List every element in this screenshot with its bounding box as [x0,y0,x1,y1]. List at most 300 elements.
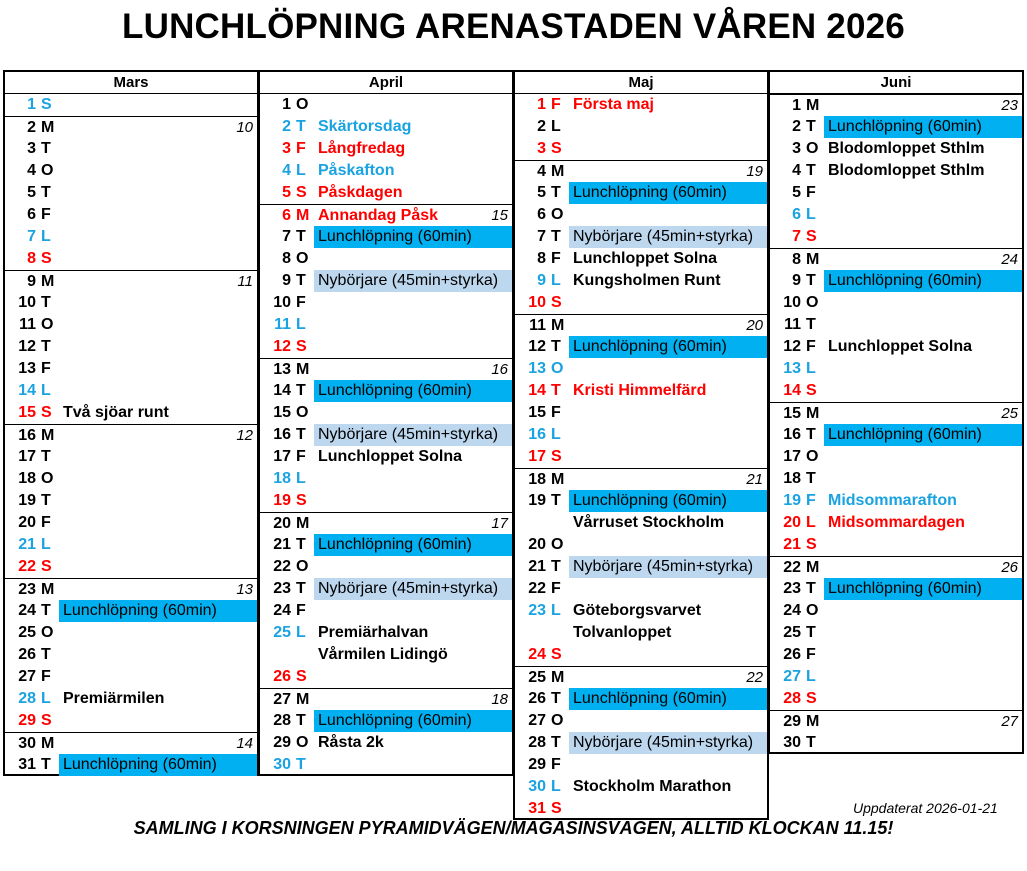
day-row [515,776,767,798]
weekday-letter: O [296,250,309,267]
weekday-letter: T [806,162,816,179]
day-row [770,226,1022,248]
day-number: 24 [273,602,291,619]
day-number: 15 [783,405,801,422]
day-row [5,160,257,182]
day-row [515,138,767,160]
day-number: 13 [783,360,801,377]
day-number: 18 [273,470,291,487]
day-row [260,292,512,314]
day-number: 20 [783,514,801,531]
weekday-letter: O [296,404,309,421]
event-lunchlopning: Lunchlöpning (60min) [314,710,512,732]
day-row [260,600,512,622]
event-nyborjare: Nybörjare (45min+styrka) [314,424,512,446]
day-number: 28 [783,690,801,707]
weekday-letter: T [551,558,561,575]
day-row [770,380,1022,402]
day-row [515,402,767,424]
day-number: 16 [528,426,546,443]
day-row [260,622,512,644]
day-number: 12 [528,338,546,355]
event-label: Midsommarafton [828,492,957,509]
day-row [5,468,257,490]
day-number: 15 [528,404,546,421]
weekday-letter: T [41,448,51,465]
day-row [515,732,767,754]
day-number: 5 [537,184,546,201]
event-label: Lunchloppet Solna [573,250,717,267]
day-number: 19 [18,492,36,509]
day-row [5,556,257,578]
weekday-letter: T [296,536,306,553]
day-number: 31 [528,800,546,817]
day-row [260,732,512,754]
weekday-letter: T [806,118,816,135]
day-number: 11 [529,317,546,334]
day-row [770,600,1022,622]
day-row [770,666,1022,688]
day-number: 16 [273,426,291,443]
day-row [770,248,1022,270]
day-number: 20 [273,515,291,532]
day-number: 5 [27,184,36,201]
event-lunchlopning: Lunchlöpning (60min) [59,754,257,776]
weekday-letter: O [551,712,564,729]
day-row [770,468,1022,490]
day-number: 14 [528,382,546,399]
week-number: 11 [237,273,253,290]
weekday-letter: F [806,184,816,201]
day-row [515,666,767,688]
day-number: 2 [27,119,36,136]
day-row [515,116,767,138]
day-number: 3 [27,140,36,157]
day-row [515,556,767,578]
weekday-letter: T [41,492,51,509]
weekday-letter: S [551,294,562,311]
event-label: Stockholm Marathon [573,778,732,795]
day-row [515,226,767,248]
week-number: 19 [746,163,763,180]
weekday-letter: L [296,162,306,179]
day-number: 17 [18,448,36,465]
day-number: 9 [792,272,801,289]
weekday-letter: O [551,206,564,223]
day-row [770,270,1022,292]
day-number: 6 [282,207,291,224]
day-row [260,578,512,600]
day-row [260,710,512,732]
day-number: 27 [528,712,546,729]
weekday-letter: F [551,404,561,421]
day-number: 14 [18,382,36,399]
day-number: 23 [273,580,291,597]
weekday-letter: L [551,602,561,619]
weekday-letter: S [41,558,52,575]
day-row [5,666,257,688]
day-row [770,292,1022,314]
day-row [260,138,512,160]
weekday-letter: S [41,250,52,267]
day-row [5,402,257,424]
weekday-letter: T [551,228,561,245]
weekday-letter: T [296,118,306,135]
weekday-letter: L [296,316,306,333]
weekday-letter: S [806,382,817,399]
event-lunchlopning: Lunchlöpning (60min) [569,182,767,204]
weekday-letter: S [806,228,817,245]
day-row [5,446,257,468]
day-number: 21 [273,536,291,553]
weekday-letter: O [551,360,564,377]
event-label: Råsta 2k [318,734,384,751]
day-number: 3 [792,140,801,157]
day-number: 8 [27,250,36,267]
weekday-letter: T [296,426,306,443]
event-lunchlopning: Lunchlöpning (60min) [569,490,767,512]
weekday-letter: S [296,184,307,201]
event-label: Vårruset Stockholm [573,514,725,531]
day-number: 19 [783,492,801,509]
weekday-letter: T [41,602,51,619]
day-number: 20 [528,536,546,553]
day-number: 8 [282,250,291,267]
weekday-letter: M [296,515,310,532]
event-nyborjare: Nybörjare (45min+styrka) [314,578,512,600]
week-number: 21 [746,471,763,488]
week-number: 25 [1001,405,1018,422]
weekday-letter: S [41,712,52,729]
day-row [5,94,257,116]
day-number: 10 [18,294,36,311]
day-number: 12 [18,338,36,355]
day-row [5,424,257,446]
day-row [515,468,767,490]
day-row [770,182,1022,204]
weekday-letter: S [41,96,52,113]
footer-note: SAMLING I KORSNINGEN PYRAMIDVÄGEN/MAGASINSVÄGEN, ALLTID KLOCKAN 11.15! [133,818,894,838]
day-row [770,556,1022,578]
day-number: 3 [282,140,291,157]
weekday-letter: F [296,448,306,465]
day-row [260,754,512,776]
week-number: 23 [1001,97,1018,114]
day-row [770,688,1022,710]
day-row [5,138,257,160]
week-number: 24 [1001,251,1018,268]
event-label: Skärtorsdag [318,118,412,135]
day-number: 27 [783,668,801,685]
weekday-letter: T [296,580,306,597]
weekday-letter: O [41,470,54,487]
weekday-letter: F [551,580,561,597]
weekday-letter: T [551,492,561,509]
event-label: Blodomloppet Sthlm [828,140,985,157]
week-number: 14 [236,735,253,752]
day-number: 10 [783,294,801,311]
day-number: 16 [18,427,36,444]
day-number: 24 [528,646,546,663]
day-row [770,94,1022,116]
day-row [515,160,767,182]
event-label: Premiärmilen [63,690,165,707]
weekday-letter: T [551,338,561,355]
day-row [260,424,512,446]
weekday-letter: T [41,294,51,311]
day-number: 2 [282,118,291,135]
weekday-letter: S [296,668,307,685]
day-number: 5 [282,184,291,201]
day-row [770,446,1022,468]
day-row [515,380,767,402]
weekday-letter: S [551,448,562,465]
day-row [260,468,512,490]
day-number: 20 [18,514,36,531]
weekday-letter: O [296,734,309,751]
day-number: 12 [273,338,291,355]
event-lunchlopning: Lunchlöpning (60min) [824,424,1022,446]
day-number: 18 [18,470,36,487]
day-row [770,644,1022,666]
weekday-letter: S [296,338,307,355]
weekday-letter: L [806,668,816,685]
day-number: 18 [783,470,801,487]
day-row [5,754,257,776]
day-row [515,248,767,270]
weekday-letter: T [806,426,816,443]
day-row [515,94,767,116]
weekday-letter: L [551,118,561,135]
weekday-letter: T [296,272,306,289]
weekday-letter: L [41,536,51,553]
weekday-letter: F [806,492,816,509]
day-number: 4 [282,162,291,179]
weekday-letter: O [41,624,54,641]
day-row [5,204,257,226]
event-nyborjare: Nybörjare (45min+styrka) [569,226,767,248]
day-row [515,314,767,336]
day-row [260,380,512,402]
event-lunchlopning: Lunchlöpning (60min) [314,534,512,556]
month-header: April [260,72,512,94]
event-lunchlopning: Lunchlöpning (60min) [569,688,767,710]
day-number: 5 [792,184,801,201]
day-row [770,534,1022,556]
day-number: 29 [273,734,291,751]
event-label: Vårmilen Lidingö [318,646,448,663]
day-number: 14 [783,382,801,399]
weekday-letter: F [296,140,306,157]
day-row [515,182,767,204]
event-lunchlopning: Lunchlöpning (60min) [314,380,512,402]
weekday-letter: T [41,756,51,773]
event-label: Två sjöar runt [63,404,169,421]
event-label: Kristi Himmelfärd [573,382,707,399]
day-number: 8 [792,251,801,268]
weekday-letter: T [806,624,816,641]
day-number: 1 [27,96,36,113]
day-number: 25 [273,624,291,641]
day-row [260,226,512,248]
day-row [515,490,767,512]
day-number: 2 [537,118,546,135]
day-number: 12 [783,338,801,355]
day-number: 17 [783,448,801,465]
week-number: 22 [746,669,763,686]
day-number: 17 [273,448,291,465]
day-row [260,116,512,138]
day-row [515,578,767,600]
day-row [770,622,1022,644]
day-number: 19 [528,492,546,509]
day-row [5,600,257,622]
event-nyborjare: Nybörjare (45min+styrka) [569,732,767,754]
day-number: 26 [273,668,291,685]
day-row [260,446,512,468]
weekday-letter: M [806,97,820,114]
day-row [260,182,512,204]
day-number: 31 [18,756,36,773]
day-number: 22 [18,558,36,575]
weekday-letter: T [806,316,816,333]
weekday-letter: T [806,580,816,597]
weekday-letter: M [296,207,310,224]
weekday-letter: L [551,426,561,443]
day-number: 29 [783,713,801,730]
day-row [770,402,1022,424]
day-row [5,578,257,600]
weekday-letter: M [551,317,565,334]
event-label: Lunchloppet Solna [318,448,462,465]
weekday-letter: T [806,272,816,289]
event-lunchlopning: Lunchlöpning (60min) [314,226,512,248]
day-row [515,600,767,622]
event-nyborjare: Nybörjare (45min+styrka) [569,556,767,578]
day-row [5,512,257,534]
day-number: 7 [792,228,801,245]
day-number: 14 [273,382,291,399]
day-number: 25 [528,669,546,686]
day-row [515,710,767,732]
weekday-letter: T [551,734,561,751]
day-row [770,358,1022,380]
week-number: 18 [491,691,508,708]
week-number: 12 [236,427,253,444]
updated-date: Uppdaterat 2026-01-21 [853,800,998,816]
day-number: 15 [18,404,36,421]
weekday-letter: M [551,669,565,686]
day-number: 4 [27,162,36,179]
weekday-letter: M [41,273,55,290]
day-number: 7 [282,228,291,245]
event-lunchlopning: Lunchlöpning (60min) [824,270,1022,292]
day-number: 30 [783,734,801,751]
day-row [770,314,1022,336]
day-row [5,182,257,204]
weekday-letter: T [296,228,306,245]
weekday-letter: T [41,646,51,663]
weekday-letter: M [551,163,565,180]
day-number: 24 [783,602,801,619]
weekday-letter: S [296,492,307,509]
event-label: Lunchloppet Solna [828,338,972,355]
weekday-letter: F [41,360,51,377]
weekday-letter: L [41,690,51,707]
weekday-letter: L [806,206,816,223]
weekday-letter: F [296,294,306,311]
day-number: 3 [537,140,546,157]
event-label: Kungsholmen Runt [573,272,721,289]
day-number: 22 [528,580,546,597]
day-row [770,578,1022,600]
day-row [515,424,767,446]
day-number: 30 [273,756,291,773]
weekday-letter: M [41,119,55,136]
day-number: 15 [273,404,291,421]
weekday-letter: T [551,382,561,399]
weekday-letter: O [41,316,54,333]
day-row [515,358,767,380]
day-row [260,512,512,534]
day-row [260,204,512,226]
day-number: 28 [18,690,36,707]
day-row [515,270,767,292]
day-number: 1 [282,96,291,113]
day-number: 28 [528,734,546,751]
day-row [515,534,767,556]
weekday-letter: F [806,646,816,663]
day-number: 29 [528,756,546,773]
week-number: 15 [491,207,508,224]
event-lunchlopning: Lunchlöpning (60min) [569,336,767,358]
day-row [260,270,512,292]
day-number: 6 [792,206,801,223]
day-row [260,644,512,666]
day-row [5,644,257,666]
day-row [5,688,257,710]
weekday-letter: L [296,624,306,641]
weekday-letter: F [41,514,51,531]
day-number: 8 [537,250,546,267]
day-number: 23 [783,580,801,597]
day-row [260,336,512,358]
day-row [5,116,257,138]
weekday-letter: S [551,140,562,157]
day-number: 11 [274,316,291,333]
week-number: 16 [491,361,508,378]
day-row [515,446,767,468]
page-title: LUNCHLÖPNING ARENASTADEN VÅREN 2026 [122,7,905,46]
weekday-letter: L [551,778,561,795]
day-number: 13 [18,360,36,377]
weekday-letter: F [41,668,51,685]
weekday-letter: T [806,734,816,751]
weekday-letter: S [41,404,52,421]
weekday-letter: T [296,712,306,729]
day-number: 21 [528,558,546,575]
event-label: Göteborgsvarvet [573,602,702,619]
event-label: Första maj [573,96,654,113]
day-number: 4 [537,163,546,180]
day-row [5,534,257,556]
event-lunchlopning: Lunchlöpning (60min) [59,600,257,622]
day-number: 10 [528,294,546,311]
day-number: 30 [528,778,546,795]
weekday-letter: T [296,756,306,773]
day-row [515,512,767,534]
day-number: 29 [18,712,36,729]
